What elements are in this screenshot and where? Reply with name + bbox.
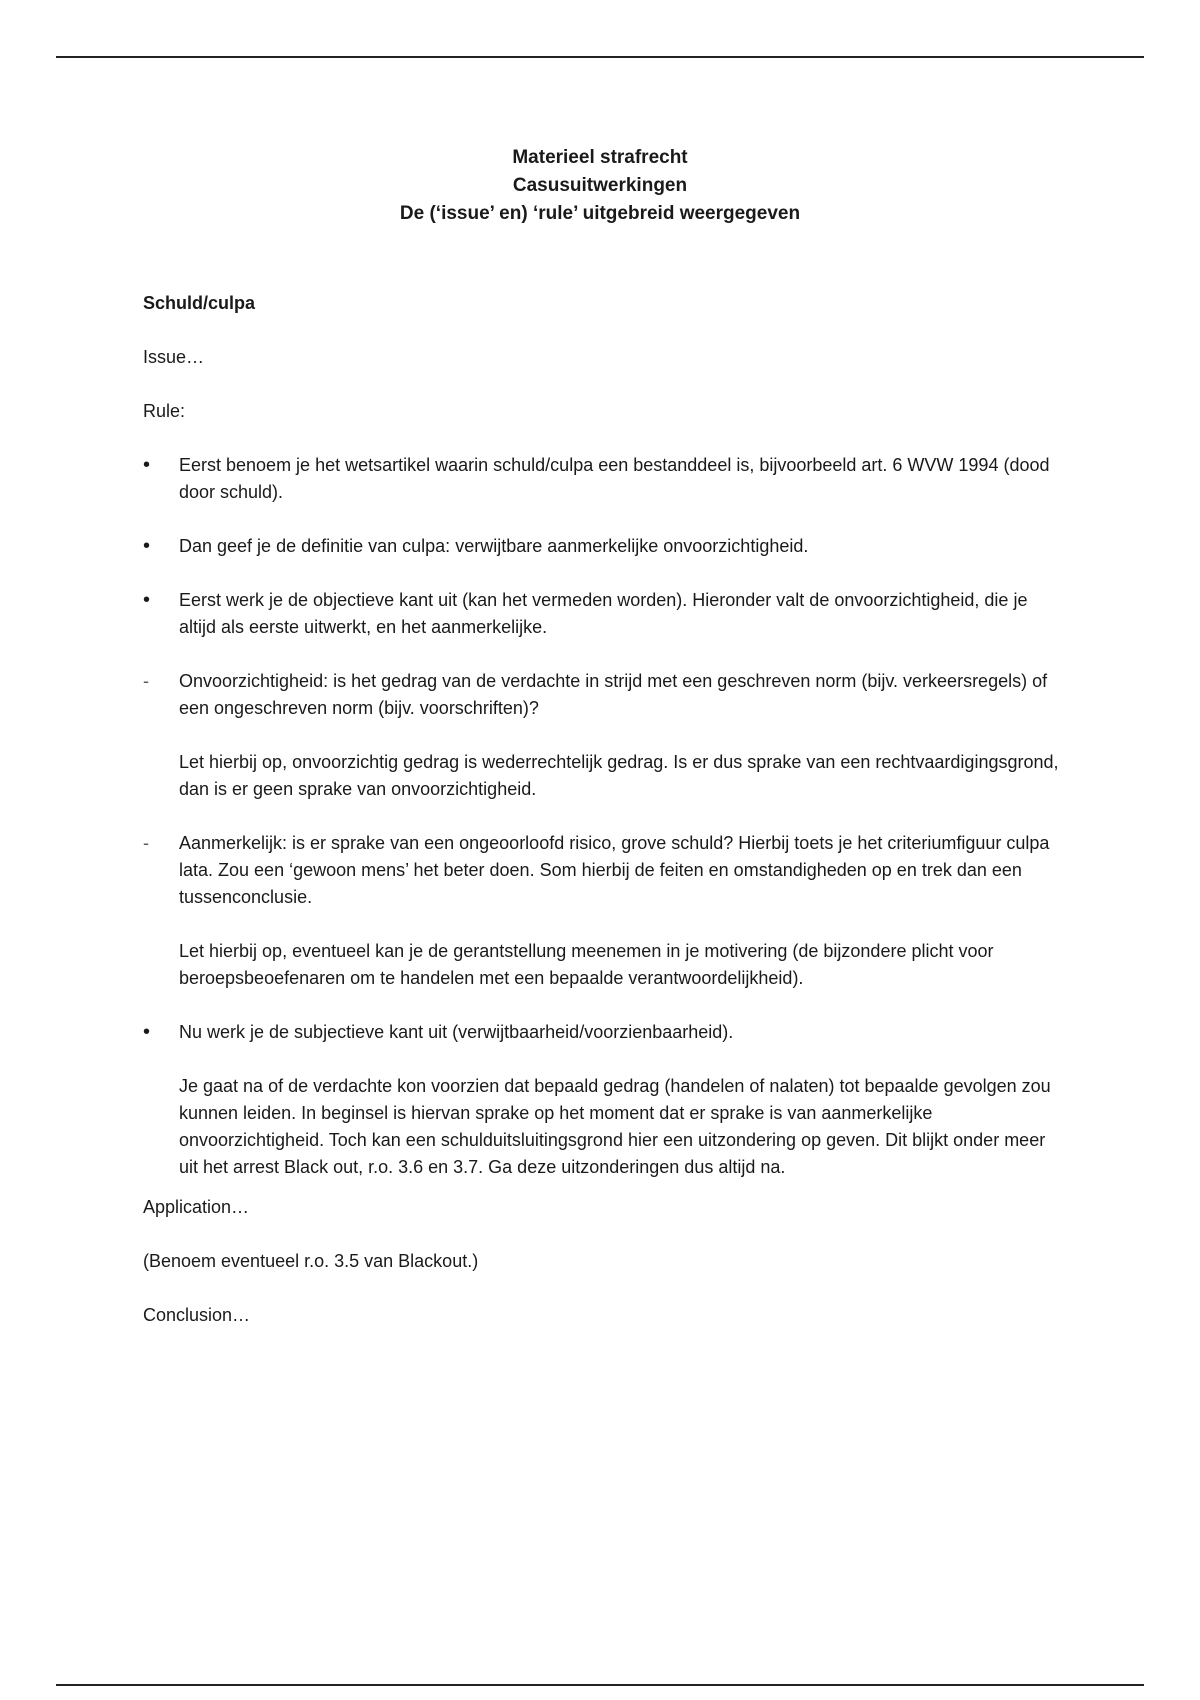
- list-item-text: Onvoorzichtigheid: is het gedrag van de verdachte in strijd met een geschreven norm (bijv. verkeersregels) of een ongeschreven norm (bijv. voorschriften)?: [179, 671, 1048, 718]
- issue-label: Issue…: [143, 347, 205, 367]
- list-item: [143, 668, 1063, 722]
- bullet-marker: •: [143, 454, 151, 476]
- application-note: (Benoem eventueel r.o. 3.5 van Blackout.): [143, 1251, 479, 1271]
- indented-note: Let hierbij op, eventueel kan je de gerantstellung meenemen in je motivering (de bijzondere plicht voor beroepsbeoefenaren om te handelen met een bepaalde verantwoordelijkheid).: [179, 941, 994, 988]
- list-item-text: Dan geef je de definitie van culpa: verwijtbare aanmerkelijke onvoorzichtigheid.: [179, 536, 809, 556]
- section-heading: Schuld/culpa: [143, 293, 256, 313]
- title-line-3: De (‘issue’ en) ‘rule’ uitgebreid weergegeven: [399, 203, 801, 224]
- dash-marker: -: [143, 671, 149, 691]
- document-title: [0, 144, 1200, 228]
- top-rule: [56, 56, 1144, 58]
- title-line-1: Materieel strafrecht: [512, 147, 688, 168]
- document-body: [143, 290, 1063, 1356]
- bullet-marker: •: [143, 589, 151, 611]
- list-item: [143, 587, 1063, 641]
- bullet-marker: •: [143, 535, 151, 557]
- title-line-2: Casusuitwerkingen: [512, 175, 688, 196]
- list-item: [143, 1019, 1063, 1046]
- indented-note: Let hierbij op, onvoorzichtig gedrag is wederrechtelijk gedrag. Is er dus sprake van een rechtvaardigingsgrond, dan is er geen sprake van onvoorzichtigheid.: [179, 752, 1059, 799]
- list-item-text: Nu werk je de subjectieve kant uit (verwijtbaarheid/voorzienbaarheid).: [179, 1022, 734, 1042]
- list-item: [143, 533, 1063, 560]
- list-item-text: Eerst benoem je het wetsartikel waarin schuld/culpa een bestanddeel is, bijvoorbeeld art. 6 WVW 1994 (dood door schuld).: [179, 455, 1050, 502]
- application-label: Application…: [143, 1197, 250, 1217]
- list-item: [143, 830, 1063, 911]
- list-item: [143, 452, 1063, 506]
- bullet-marker: •: [143, 1021, 151, 1043]
- list-item-text: Aanmerkelijk: is er sprake van een ongeoorloofd risico, grove schuld? Hierbij toets je het criteriumfiguur culpa lata. Zou een ‘gewoon mens’ het beter doen. Som hierbij de feiten en omstandigheden op en trek dan een tussenconclusie.: [179, 833, 1050, 907]
- conclusion-label: Conclusion…: [143, 1305, 251, 1325]
- list-item-text: Eerst werk je de objectieve kant uit (kan het vermeden worden). Hieronder valt de onvoorzichtigheid, die je altijd als eerste uitwerkt, en het aanmerkelijke.: [179, 590, 1028, 637]
- bottom-rule: [56, 1684, 1144, 1686]
- dash-marker: -: [143, 833, 149, 853]
- indented-note: Je gaat na of de verdachte kon voorzien dat bepaald gedrag (handelen of nalaten) tot bepaalde gevolgen zou kunnen leiden. In beginsel is hiervan sprake op het moment dat er sprake is van aanmerkelijke onvoorzichtigheid. Toch kan een schulduitsluitingsgrond hier een uitzondering op geven. Dit blijkt onder meer uit het arrest Black out, r.o. 3.6 en 3.7. Ga deze uitzonderingen dus altijd na.: [179, 1076, 1051, 1177]
- rule-label: Rule:: [143, 401, 186, 421]
